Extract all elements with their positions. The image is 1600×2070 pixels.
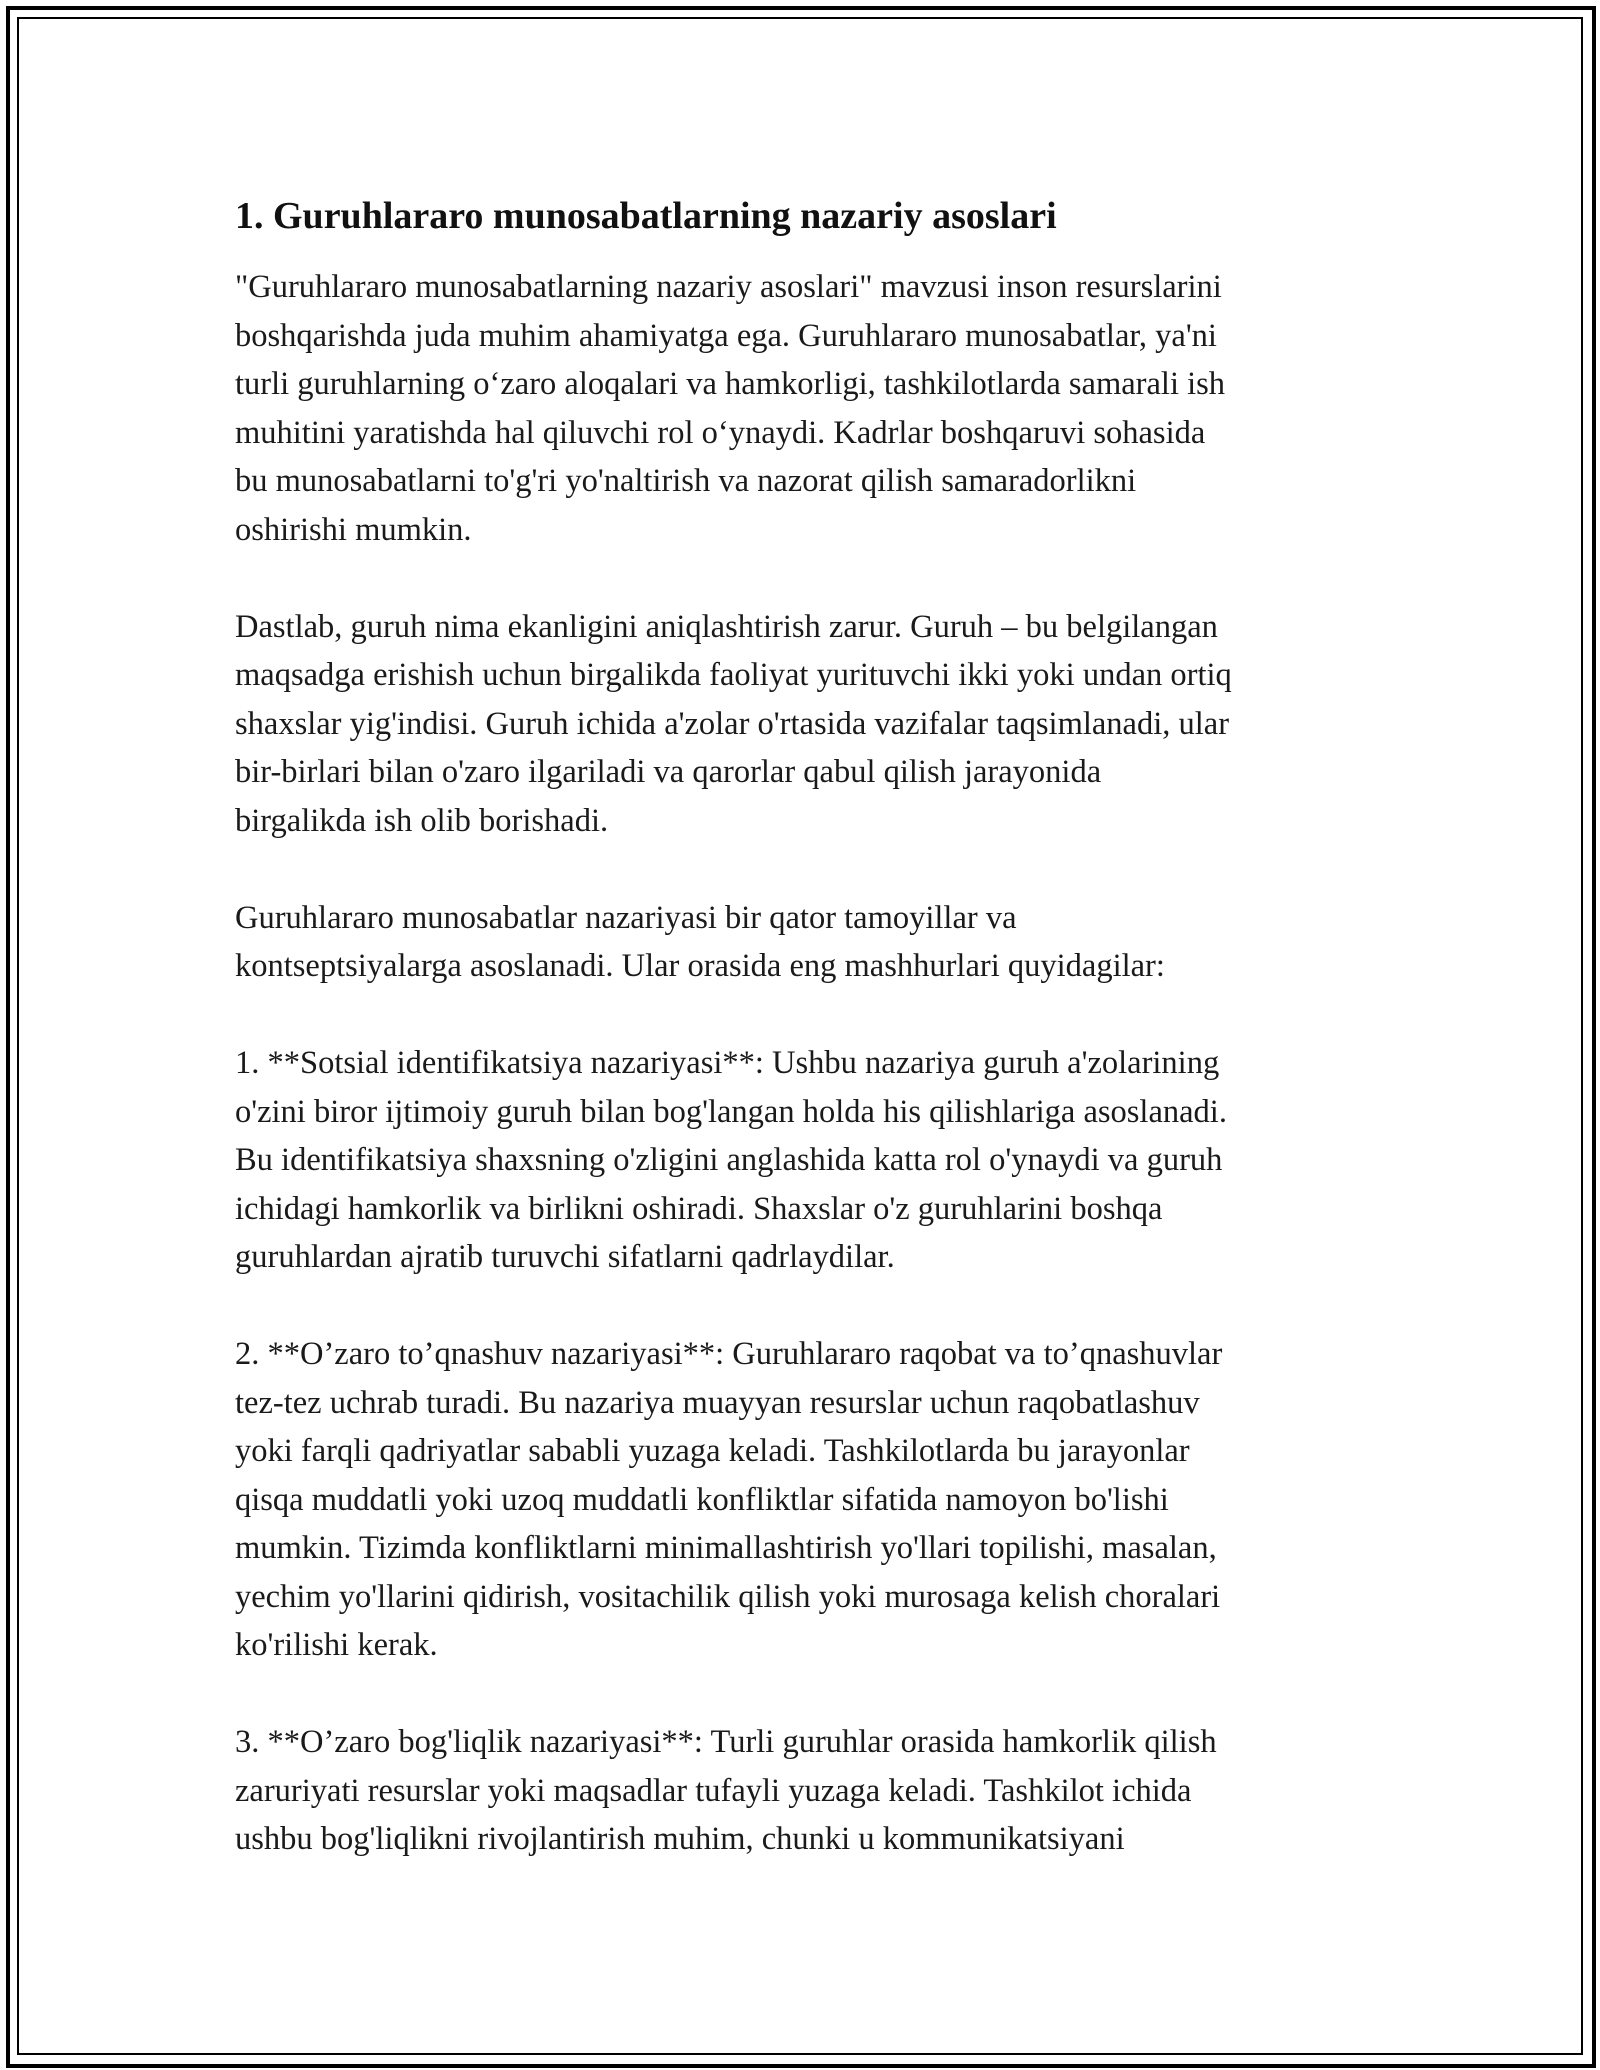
document-body — [235, 188, 1370, 1864]
list-item-conflict-theory: 2. **O’zaro to’qnashuv nazariyasi**: Guruhlararo raqobat va to’qnashuvlar tez-tez uchrab turadi. Bu nazariya muayyan resurslar uchun raqobatlashuv yoki farqli qadriyatlar sababli yuzaga keladi. Tashkilotlarda bu jarayonlar qisqa muddatli yoki uzoq muddatli konfliktlar sifatida namoyon bo'lishi mumkin. Tizimda konfliktlarni minimallashtirish yo'llari topilishi, masalan, yechim yo'llarini qidirish, vositachilik qilish yoki murosaga kelish choralari ko'rilishi kerak. — [235, 1336, 1223, 1663]
section-heading: 1. Guruhlararo munosabatlarning nazariy asoslari — [235, 195, 1057, 237]
list-item-interdependence: 3. **O’zaro bog'liqlik nazariyasi**: Turli guruhlar orasida hamkorlik qilish zaruriyati resurslar yoki maqsadlar tufayli yuzaga keladi. Tashkilot ichida ushbu bog'liqlikni rivojlantirish muhim, chunki u kommunikatsiyani — [235, 1724, 1217, 1857]
paragraph-theory-overview: Guruhlararo munosabatlar nazariyasi bir qator tamoyillar va kontseptsiyalarga asoslanadi. Ular orasida eng mashhurlari quyidagilar: — [235, 899, 1165, 984]
paragraph-group-definition: Dastlab, guruh nima ekanligini aniqlashtirish zarur. Guruh – bu belgilangan maqsadga erishish uchun birgalikda faoliyat yurituvchi ikki yoki undan ortiq shaxslar yig'indisi. Guruh ichida a'zolar o'rtasida vazifalar taqsimlanadi, ular bir-birlari bilan o'zaro ilgariladi va qarorlar qabul qilish jarayonida birgalikda ish olib borishadi. — [235, 608, 1232, 839]
list-item-social-identity: 1. **Sotsial identifikatsiya nazariyasi**: Ushbu nazariya guruh a'zolarining o'zini biror ijtimoiy guruh bilan bog'langan holda his qilishlariga asoslanadi. Bu identifikatsiya shaxsning o'zligini anglashida katta rol o'ynaydi va guruh ichidagi hamkorlik va birlikni oshiradi. Shaxslar o'z guruhlarini boshqa guruhlardan ajratib turuvchi sifatlarni qadrlaydilar. — [235, 1045, 1227, 1275]
paragraph-intro: "Guruhlararo munosabatlarning nazariy asoslari" mavzusi inson resurslarini boshqarishda juda muhim ahamiyatga ega. Guruhlararo munosabatlar, ya'ni turli guruhlarning o‘zaro aloqalari va hamkorligi, tashkilotlarda samarali ish muhitini yaratishda hal qiluvchi rol o‘ynaydi. Kadrlar boshqaruvi sohasida bu munosabatlarni to'g'ri yo'naltirish va nazorat qilish samaradorlikni oshirishi mumkin. — [235, 269, 1226, 548]
